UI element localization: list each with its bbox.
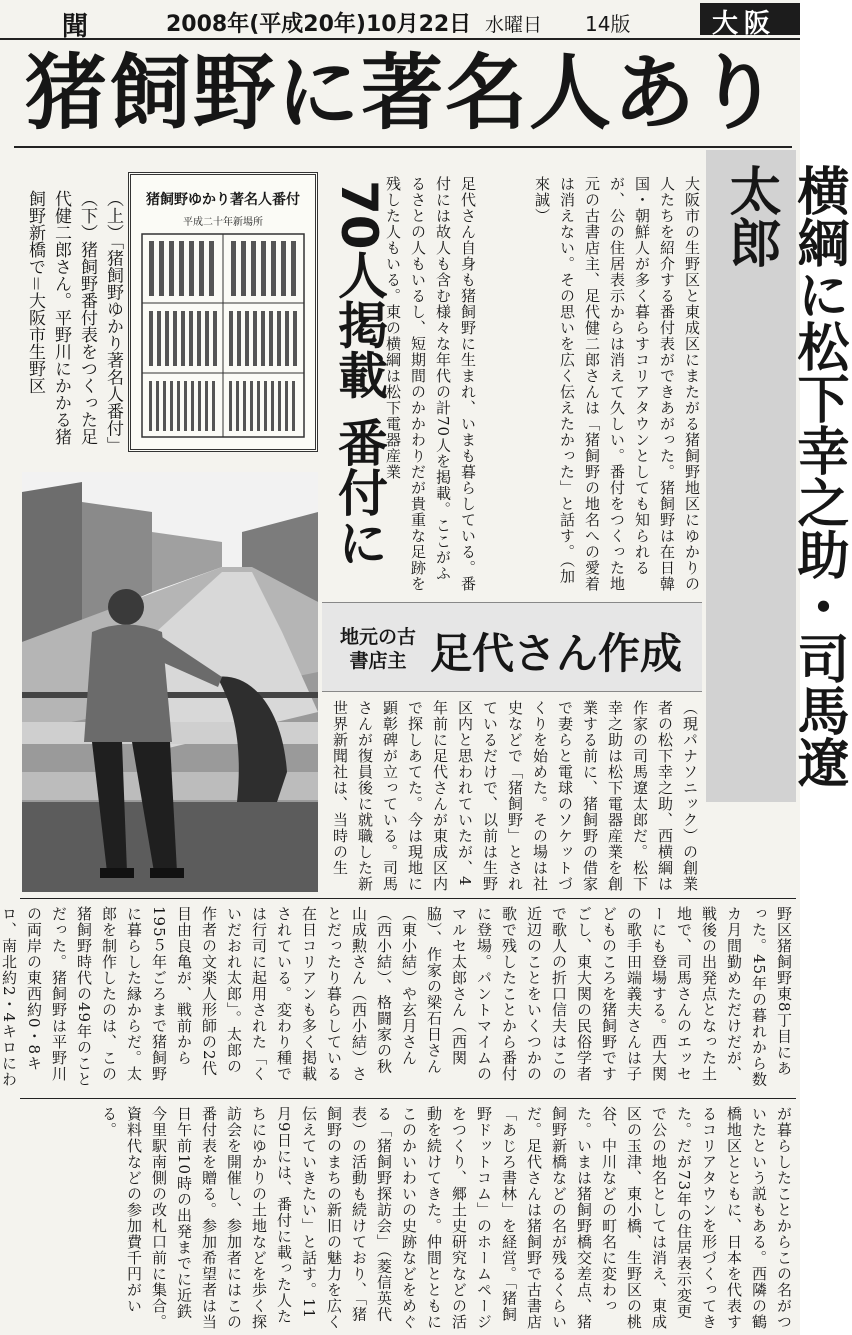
article-body-lower-second: が暮らしたことからこの名がついたという説もある。西隣の鶴橋地区とともに、日本を代表するコリアタウンを形づくってきた。だが73年の住居表示変更で公の地名としては消え、東成区の玉津、東小橋、生野区の桃谷、中川などの町名に変わった。いまは猪飼野橋交差点、猪飼野新橋などの名が残るくらいだ。足代さんは猪飼野で古書店「あじろ書林」を経営。「猪飼野ドットコム」のホームページをつくり、郷土史研究などの活動を続けてきた。仲間とともにこのかいわいの史跡などをめぐる「猪飼野探訪会」（菱信英代表）の活動も続けており、「猪飼野のまちの新旧の魅力を広く伝えていきたい」と話す。11月9日には、番付に載った人たちにゆかりの土地などを歩く探訪会を開催し、参加者にはこの番付表を贈る。参加希望者は当日午前10時の出発までに近鉄今里駅南側の改札口前に集合。資料代などの参加費千円がいる。 — [100, 1106, 793, 1330]
issue-weekday: 水曜日 — [485, 14, 543, 36]
main-headline: 猪飼野に著名人あり — [14, 40, 792, 148]
yokozuna-subhead-panel — [706, 150, 848, 802]
author-deck-panel — [322, 602, 702, 692]
author-deck-small: 地元の古書店主 — [339, 626, 416, 672]
article-body-upper: 足代さん自身も猪飼野に生まれ、いまも暮らしている。番付には故人も含む様々な年代の計70人を掲載。ここがふるさとの人もいるし、短期間のかかわりだが貴重な足跡を残した人もいる。東の横綱は松下電器産業 — [384, 176, 477, 592]
masthead-strip — [0, 0, 800, 40]
banzuke-chart-subtitle: 平成二十年新場所 — [183, 217, 263, 228]
banzuke-chart-title: 猪飼野ゆかり著名人番付 — [146, 192, 300, 208]
photo-illustration — [22, 472, 318, 892]
yokozuna-subhead: 横綱に松下幸之助・司馬遼太郎 — [720, 164, 848, 788]
man-on-bridge-photo — [22, 472, 318, 892]
banzuke-chart-image — [128, 172, 318, 452]
banzuke-grid-graphic — [141, 233, 305, 438]
city-edition-label: 大阪 — [700, 3, 800, 35]
section-divider — [20, 898, 796, 899]
article-body-lower-first: 野区猪飼野東8丁目にあった。45年の暮れから数カ月間勤めただけだが、戦後の出発点となった土地で、司馬さんのエッセーにも登場する。西大関の歌手田端義夫さんは子どものころを猪飼野ですごし、東大関の民俗学者で歌人の折口信夫はこの近辺のことをいくつかの歌で残したことから番付に登場。パントマイムのマルセ太郎さん（西関脇）、作家の梁石日さん（東小結）や玄月さん（西小結）、格闘家の秋山成勲さん（西小結）さとだったり暮らしている在日コリアンも多く掲載されている。変わり種では行司に起用された「くいだおれ太郎」。太郎の作者の文楽人形師の2代目由良亀が、戦前から195５年ごろまで猪飼野に暮らした縁からだ。太郎を制作したのは、この猪飼野時代の49年のことだった。猪飼野は平野川の両岸の東西約0・8キロ、南北約2・4キロにわ — [0, 906, 793, 1088]
section-divider-lower — [20, 1098, 796, 1099]
photo-caption: （上）「猪飼野ゆかり著名人番付」（下）猪飼野番付表をつくった足代健二郎さん。平野川にかかる猪飼野新橋で＝大阪市生野区 — [25, 190, 123, 454]
article-intro-text: 大阪市の生野区と東成区にまたがる猪飼野地区にゆかりの人たちを紹介する番付表ができあがった。猪飼野は在日韓国・朝鮮人が多く暮らすコリアタウンとしても知られるが、公の住居表示からは消えて久しい。番付をつくった地元の古書店主、足代健二郎さんは「猪飼野の地名への愛着は消えない。その思いを広く伝えたかった」と話す。（加來誠） — [533, 176, 701, 592]
paper-name-fragment: 聞 — [62, 12, 93, 42]
edition-number: 14版 — [585, 12, 631, 36]
article-body-middle: （現パナソニック）の創業者の松下幸之助、西横綱は作家の司馬遼太郎だ。松下幸之助は松下電器産業を創業する前に、猪飼野の借家で妻らと電球のソケットづくりを始めた。その場は社史などで「猪飼野」とされているだけで、以前は生野区内と思われていたが、4年前に足代さんが東成区内で探しあてた。今は現地に顕彰碑が立っている。司馬さんが復員後に就職した新世界新聞社は、当時の生 — [331, 700, 699, 892]
count-subhead: 70人掲載 番付に — [330, 180, 388, 567]
author-deck-headline: 足代さん作成 — [430, 629, 683, 678]
issue-date: 2008年(平成20年)10月22日 — [166, 12, 472, 37]
